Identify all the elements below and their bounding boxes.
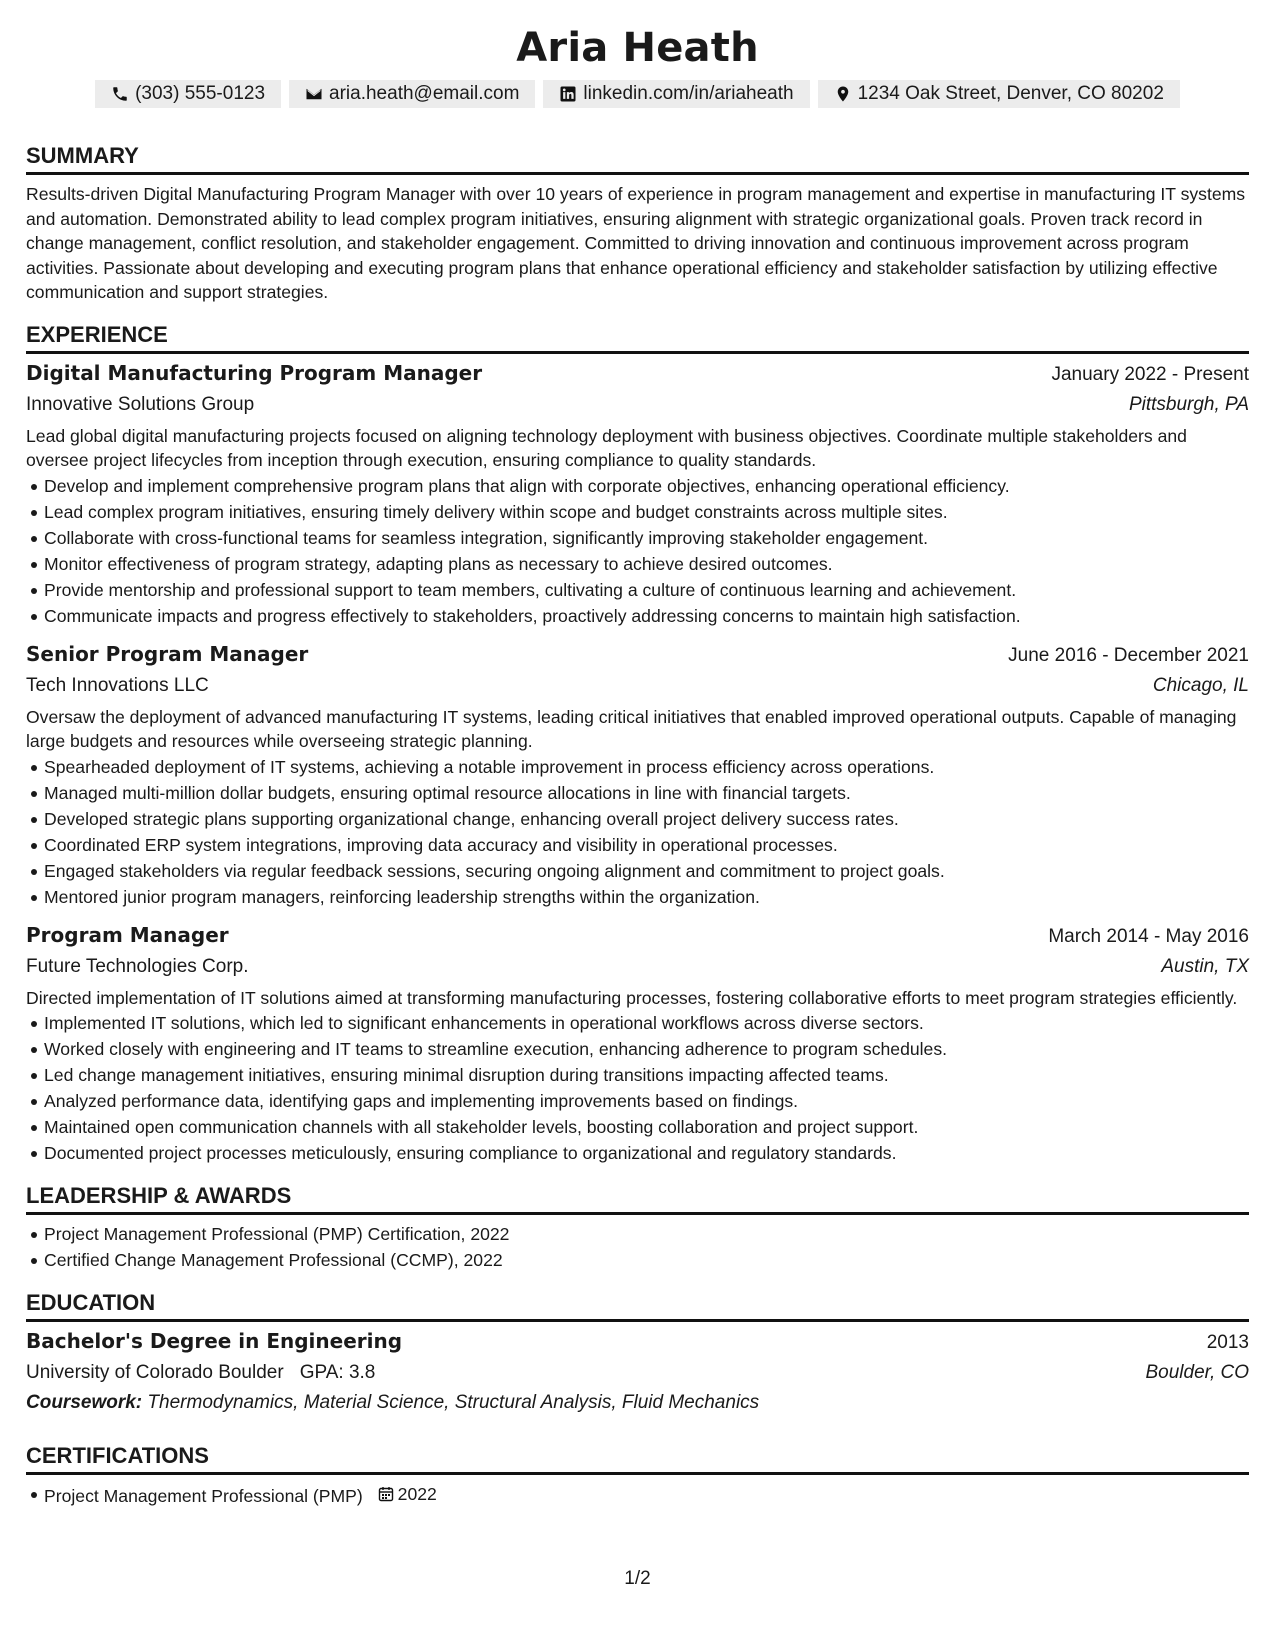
- list-item: Engaged stakeholders via regular feedback sessions, securing ongoing alignment and commitment to project goals.: [44, 858, 1249, 884]
- job-description: Oversaw the deployment of advanced manufacturing IT systems, leading critical initiatives that enabled improved operational outputs. Capable of managing large budgets and resources while overseeing strategic planning.: [26, 706, 1237, 751]
- job-location: Pittsburgh, PA: [1128, 393, 1249, 415]
- job-entry: [26, 639, 1249, 910]
- certifications-section: [26, 1442, 1249, 1509]
- summary-section: [26, 142, 1249, 305]
- job-location: Austin, TX: [1161, 955, 1249, 977]
- section-title-education: EDUCATION: [26, 1289, 1249, 1322]
- contact-address: [818, 80, 1180, 108]
- list-item: Implemented IT solutions, which led to significant enhancements in operational workflows across diverse sectors.: [44, 1010, 1249, 1036]
- job-description: Lead global digital manufacturing projects focused on aligning technology deployment with business objectives. Coordinate multiple stakeholders and oversee project lifecycles from inception through execution, ensuring compliance to quality standards.: [26, 425, 1187, 470]
- job-title: Program Manager: [26, 922, 229, 947]
- contact-address-text: 1234 Oak Street, Denver, CO 80202: [857, 83, 1164, 104]
- list-item: Worked closely with engineering and IT teams to streamline execution, enhancing adherence to program schedules.: [44, 1036, 1249, 1062]
- calendar-icon: [378, 1486, 394, 1502]
- job-dates: June 2016 - December 2021: [1008, 644, 1249, 666]
- list-item: [44, 1481, 1249, 1509]
- job-company: Tech Innovations LLC: [26, 674, 209, 696]
- education-section: [26, 1289, 1249, 1418]
- list-item: Maintained open communication channels with all stakeholder levels, boosting collaboration and project support.: [44, 1114, 1249, 1140]
- contact-email[interactable]: [289, 80, 535, 108]
- job-title: Senior Program Manager: [26, 641, 309, 666]
- job-dates: January 2022 - Present: [1051, 363, 1249, 385]
- contact-phone-text: (303) 555-0123: [135, 83, 266, 104]
- certification-date: 2022: [397, 1484, 437, 1504]
- list-item: Coordinated ERP system integrations, improving data accuracy and visibility in operational processes.: [44, 832, 1249, 858]
- job-description: Directed implementation of IT solutions aimed at transforming manufacturing processes, fostering collaborative efforts to meet program strategies efficiently.: [26, 987, 1238, 1008]
- section-title-leadership: LEADERSHIP & AWARDS: [26, 1182, 1249, 1215]
- graduation-year: 2013: [1206, 1332, 1249, 1353]
- certification-name: Project Management Professional (PMP): [44, 1486, 363, 1506]
- list-item: Analyzed performance data, identifying gaps and implementing improvements based on findings.: [44, 1088, 1249, 1114]
- list-item: Mentored junior program managers, reinforcing leadership strengths within the organization.: [44, 884, 1249, 910]
- summary-text: Results-driven Digital Manufacturing Program Manager with over 10 years of experience in program management and expertise in manufacturing IT systems and automation. Demonstrated ability to lead complex program initiatives, ensuring alignment with strategic organizational goals. Proven track record in change management, conflict resolution, and stakeholder engagement. Committed to driving innovation and continuous improvement across program activities. Passionate about developing and executing program plans that enhance operational efficiency and stakeholder satisfaction by utilizing effective communication and support strategies.: [26, 184, 1246, 302]
- job-title: Digital Manufacturing Program Manager: [26, 360, 483, 385]
- job-entry: [26, 920, 1249, 1167]
- list-item: Project Management Professional (PMP) Certification, 2022: [44, 1221, 1249, 1247]
- section-title-certifications: CERTIFICATIONS: [26, 1442, 1249, 1475]
- school-location: Boulder, CO: [1145, 1362, 1249, 1383]
- list-item: Certified Change Management Professional (CCMP), 2022: [44, 1247, 1249, 1273]
- school-name: University of Colorado Boulder: [26, 1362, 284, 1383]
- section-title-experience: EXPERIENCE: [26, 321, 1249, 354]
- list-item: Lead complex program initiatives, ensuring timely delivery within scope and budget constraints across multiple sites.: [44, 499, 1249, 525]
- job-location: Chicago, IL: [1152, 674, 1249, 696]
- job-bullets: [26, 1010, 1249, 1166]
- gpa: GPA: 3.8: [299, 1362, 376, 1383]
- list-item: Documented project processes meticulously, ensuring compliance to organizational and regulatory standards.: [44, 1140, 1249, 1166]
- contact-phone: [95, 80, 281, 108]
- job-bullets: [26, 754, 1249, 910]
- job-dates: March 2014 - May 2016: [1048, 925, 1249, 947]
- list-item: Led change management initiatives, ensuring minimal disruption during transitions impacting affected teams.: [44, 1062, 1249, 1088]
- leadership-section: [26, 1182, 1249, 1273]
- candidate-name: Aria Heath: [516, 25, 759, 71]
- coursework-list: Thermodynamics, Material Science, Structural Analysis, Fluid Mechanics: [147, 1392, 760, 1413]
- job-bullets: [26, 473, 1249, 629]
- experience-section: [26, 321, 1249, 1167]
- list-item: Developed strategic plans supporting organizational change, enhancing overall project delivery success rates.: [44, 806, 1249, 832]
- list-item: Communicate impacts and progress effectively to stakeholders, proactively addressing concerns to maintain high satisfaction.: [44, 603, 1249, 629]
- envelope-icon: [305, 85, 323, 103]
- coursework: [26, 1388, 1249, 1418]
- leadership-list: [26, 1221, 1249, 1273]
- list-item: Managed multi-million dollar budgets, ensuring optimal resource allocations in line with financial targets.: [44, 780, 1249, 806]
- contact-linkedin-text: linkedin.com/in/ariaheath: [583, 83, 794, 104]
- coursework-label: Coursework:: [26, 1392, 143, 1413]
- job-company: Innovative Solutions Group: [26, 393, 255, 415]
- map-pin-icon: [834, 85, 852, 103]
- job-entry: [26, 358, 1249, 629]
- job-company: Future Technologies Corp.: [26, 955, 249, 977]
- contact-bar: [26, 80, 1249, 108]
- contact-linkedin[interactable]: [543, 80, 809, 108]
- section-title-summary: SUMMARY: [26, 142, 1249, 175]
- linkedin-icon: [559, 85, 577, 103]
- list-item: Monitor effectiveness of program strategy, adapting plans as necessary to achieve desired outcomes.: [44, 551, 1249, 577]
- phone-icon: [111, 85, 129, 103]
- contact-email-text: aria.heath@email.com: [329, 83, 520, 104]
- list-item: Develop and implement comprehensive program plans that align with corporate objectives, enhancing operational efficiency.: [44, 473, 1249, 499]
- list-item: Spearheaded deployment of IT systems, achieving a notable improvement in process efficiency across operations.: [44, 754, 1249, 780]
- list-item: Provide mentorship and professional support to team members, cultivating a culture of continuous learning and achievement.: [44, 577, 1249, 603]
- resume-page: [26, 0, 1249, 1509]
- list-item: Collaborate with cross-functional teams for seamless integration, significantly improving stakeholder engagement.: [44, 525, 1249, 551]
- certifications-list: [26, 1481, 1249, 1509]
- page-number: 1/2: [624, 1568, 651, 1589]
- degree-title: Bachelor's Degree in Engineering: [26, 1329, 403, 1353]
